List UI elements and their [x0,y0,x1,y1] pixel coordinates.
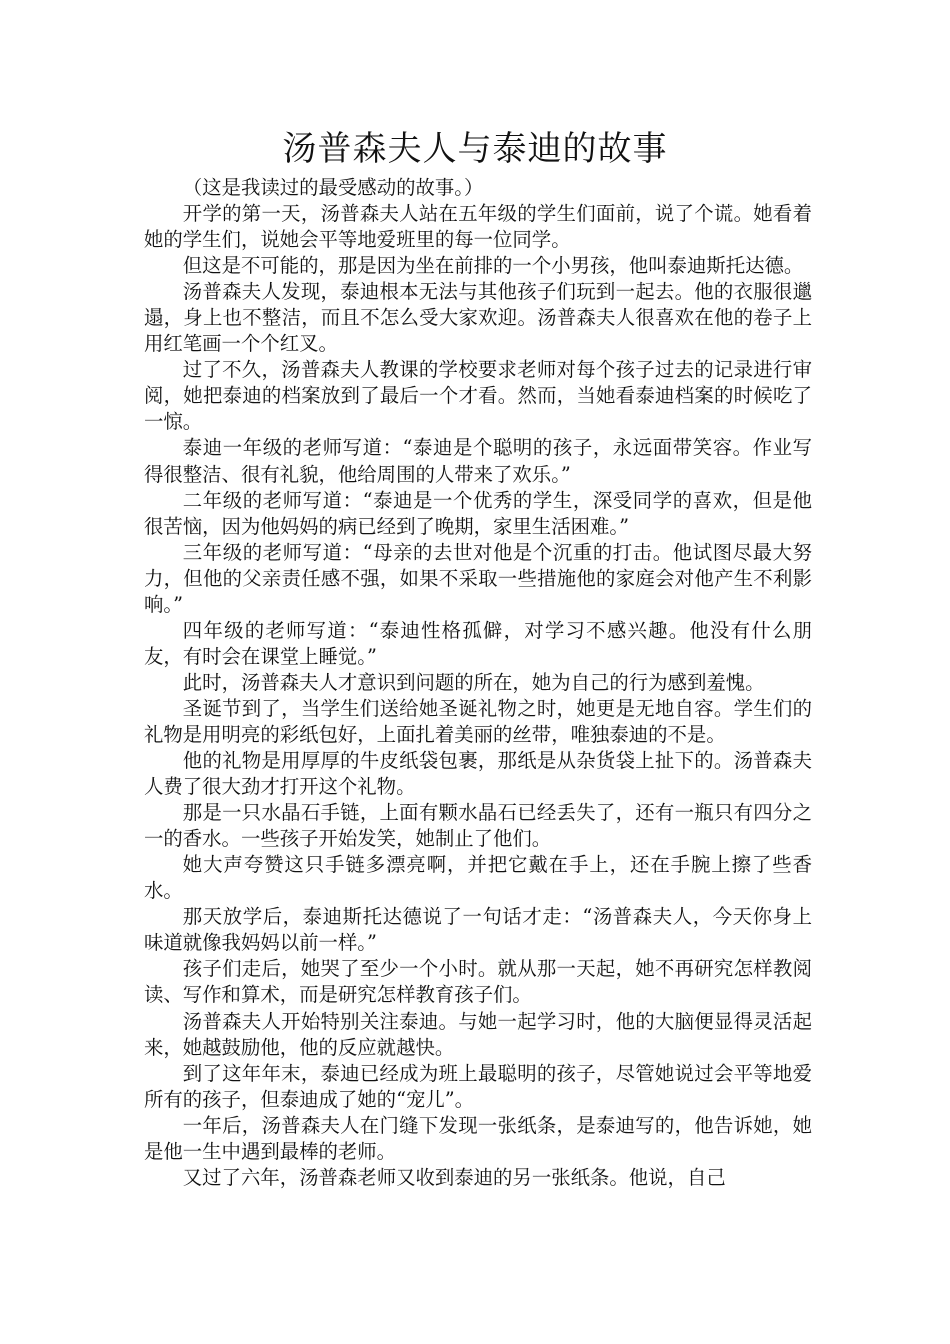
paragraph: 但这是不可能的，那是因为坐在前排的一个小男孩，他叫泰迪斯托达德。 [182,254,804,278]
paragraph: 她大声夸赞这只手链多漂亮啊，并把它戴在手上，还在手腕上擦了些香水。 [144,853,812,903]
paragraph: 过了不久，汤普森夫人教课的学校要求老师对每个孩子过去的记录进行审阅，她把泰迪的档案放到了最后一个才看。然而，当她看泰迪档案的时候吃了一惊。 [144,358,812,434]
paragraph: 他的礼物是用厚厚的牛皮纸袋包裹，那纸是从杂货袋上扯下的。汤普森夫人费了很大劲才打开这个礼物。 [144,749,812,799]
document-body [144,175,812,1191]
paragraph: 此时，汤普森夫人才意识到问题的所在，她为自己的行为感到羞愧。 [182,670,765,694]
paragraph: 又过了六年，汤普森老师又收到泰迪的另一张纸条。他说，自己 [182,1165,726,1189]
paragraph-intro-note: （这是我读过的最受感动的故事。） [182,176,484,199]
paragraph: 汤普森夫人开始特别关注泰迪。与她一起学习时，他的大脑便显得灵活起来，她越鼓励他，他的反应就越快。 [144,1009,812,1059]
paragraph: 汤普森夫人发现，泰迪根本无法与其他孩子们玩到一起去。他的衣服很邋遢，身上也不整洁，而且不怎么受大家欢迎。汤普森夫人很喜欢在他的卷子上用红笔画一个个红叉。 [144,280,812,356]
paragraph: 三年级的老师写道：“母亲的去世对他是个沉重的打击。他试图尽最大努力，但他的父亲责任感不强，如果不采取一些措施他的家庭会对他产生不利影响。” [144,540,812,616]
paragraph: 那是一只水晶石手链，上面有颗水晶石已经丢失了，还有一瓶只有四分之一的香水。一些孩子开始发笑，她制止了他们。 [144,801,812,851]
paragraph: 一年后，汤普森夫人在门缝下发现一张纸条，是泰迪写的，他告诉她，她是他一生中遇到最棒的老师。 [144,1113,812,1163]
paragraph: 泰迪一年级的老师写道：“泰迪是个聪明的孩子，永远面带笑容。作业写得很整洁、很有礼貌，他给周围的人带来了欢乐。” [144,436,812,486]
document-title: 汤普森夫人与泰迪的故事 [282,129,668,169]
paragraph: 四年级的老师写道：“泰迪性格孤僻，对学习不感兴趣。他没有什么朋友，有时会在课堂上睡觉。” [144,618,812,668]
paragraph: 二年级的老师写道：“泰迪是一个优秀的学生，深受同学的喜欢，但是他很苦恼，因为他妈妈的病已经到了晚期，家里生活困难。” [144,488,812,538]
paragraph: 圣诞节到了，当学生们送给她圣诞礼物之时，她更是无地自容。学生们的礼物是用明亮的彩纸包好，上面扎着美丽的丝带，唯独泰迪的不是。 [144,696,812,746]
paragraph: 到了这年年末，泰迪已经成为班上最聪明的孩子，尽管她说过会平等地爱所有的孩子，但泰迪成了她的“宠儿”。 [144,1061,812,1111]
paragraph: 开学的第一天，汤普森夫人站在五年级的学生们面前，说了个谎。她看着她的学生们，说她会平等地爱班里的每一位同学。 [144,202,812,252]
paragraph: 孩子们走后，她哭了至少一个小时。就从那一天起，她不再研究怎样教阅读、写作和算术，而是研究怎样教育孩子们。 [144,957,812,1007]
paragraph: 那天放学后，泰迪斯托达德说了一句话才走：“汤普森夫人，今天你身上味道就像我妈妈以前一样。” [144,905,812,955]
